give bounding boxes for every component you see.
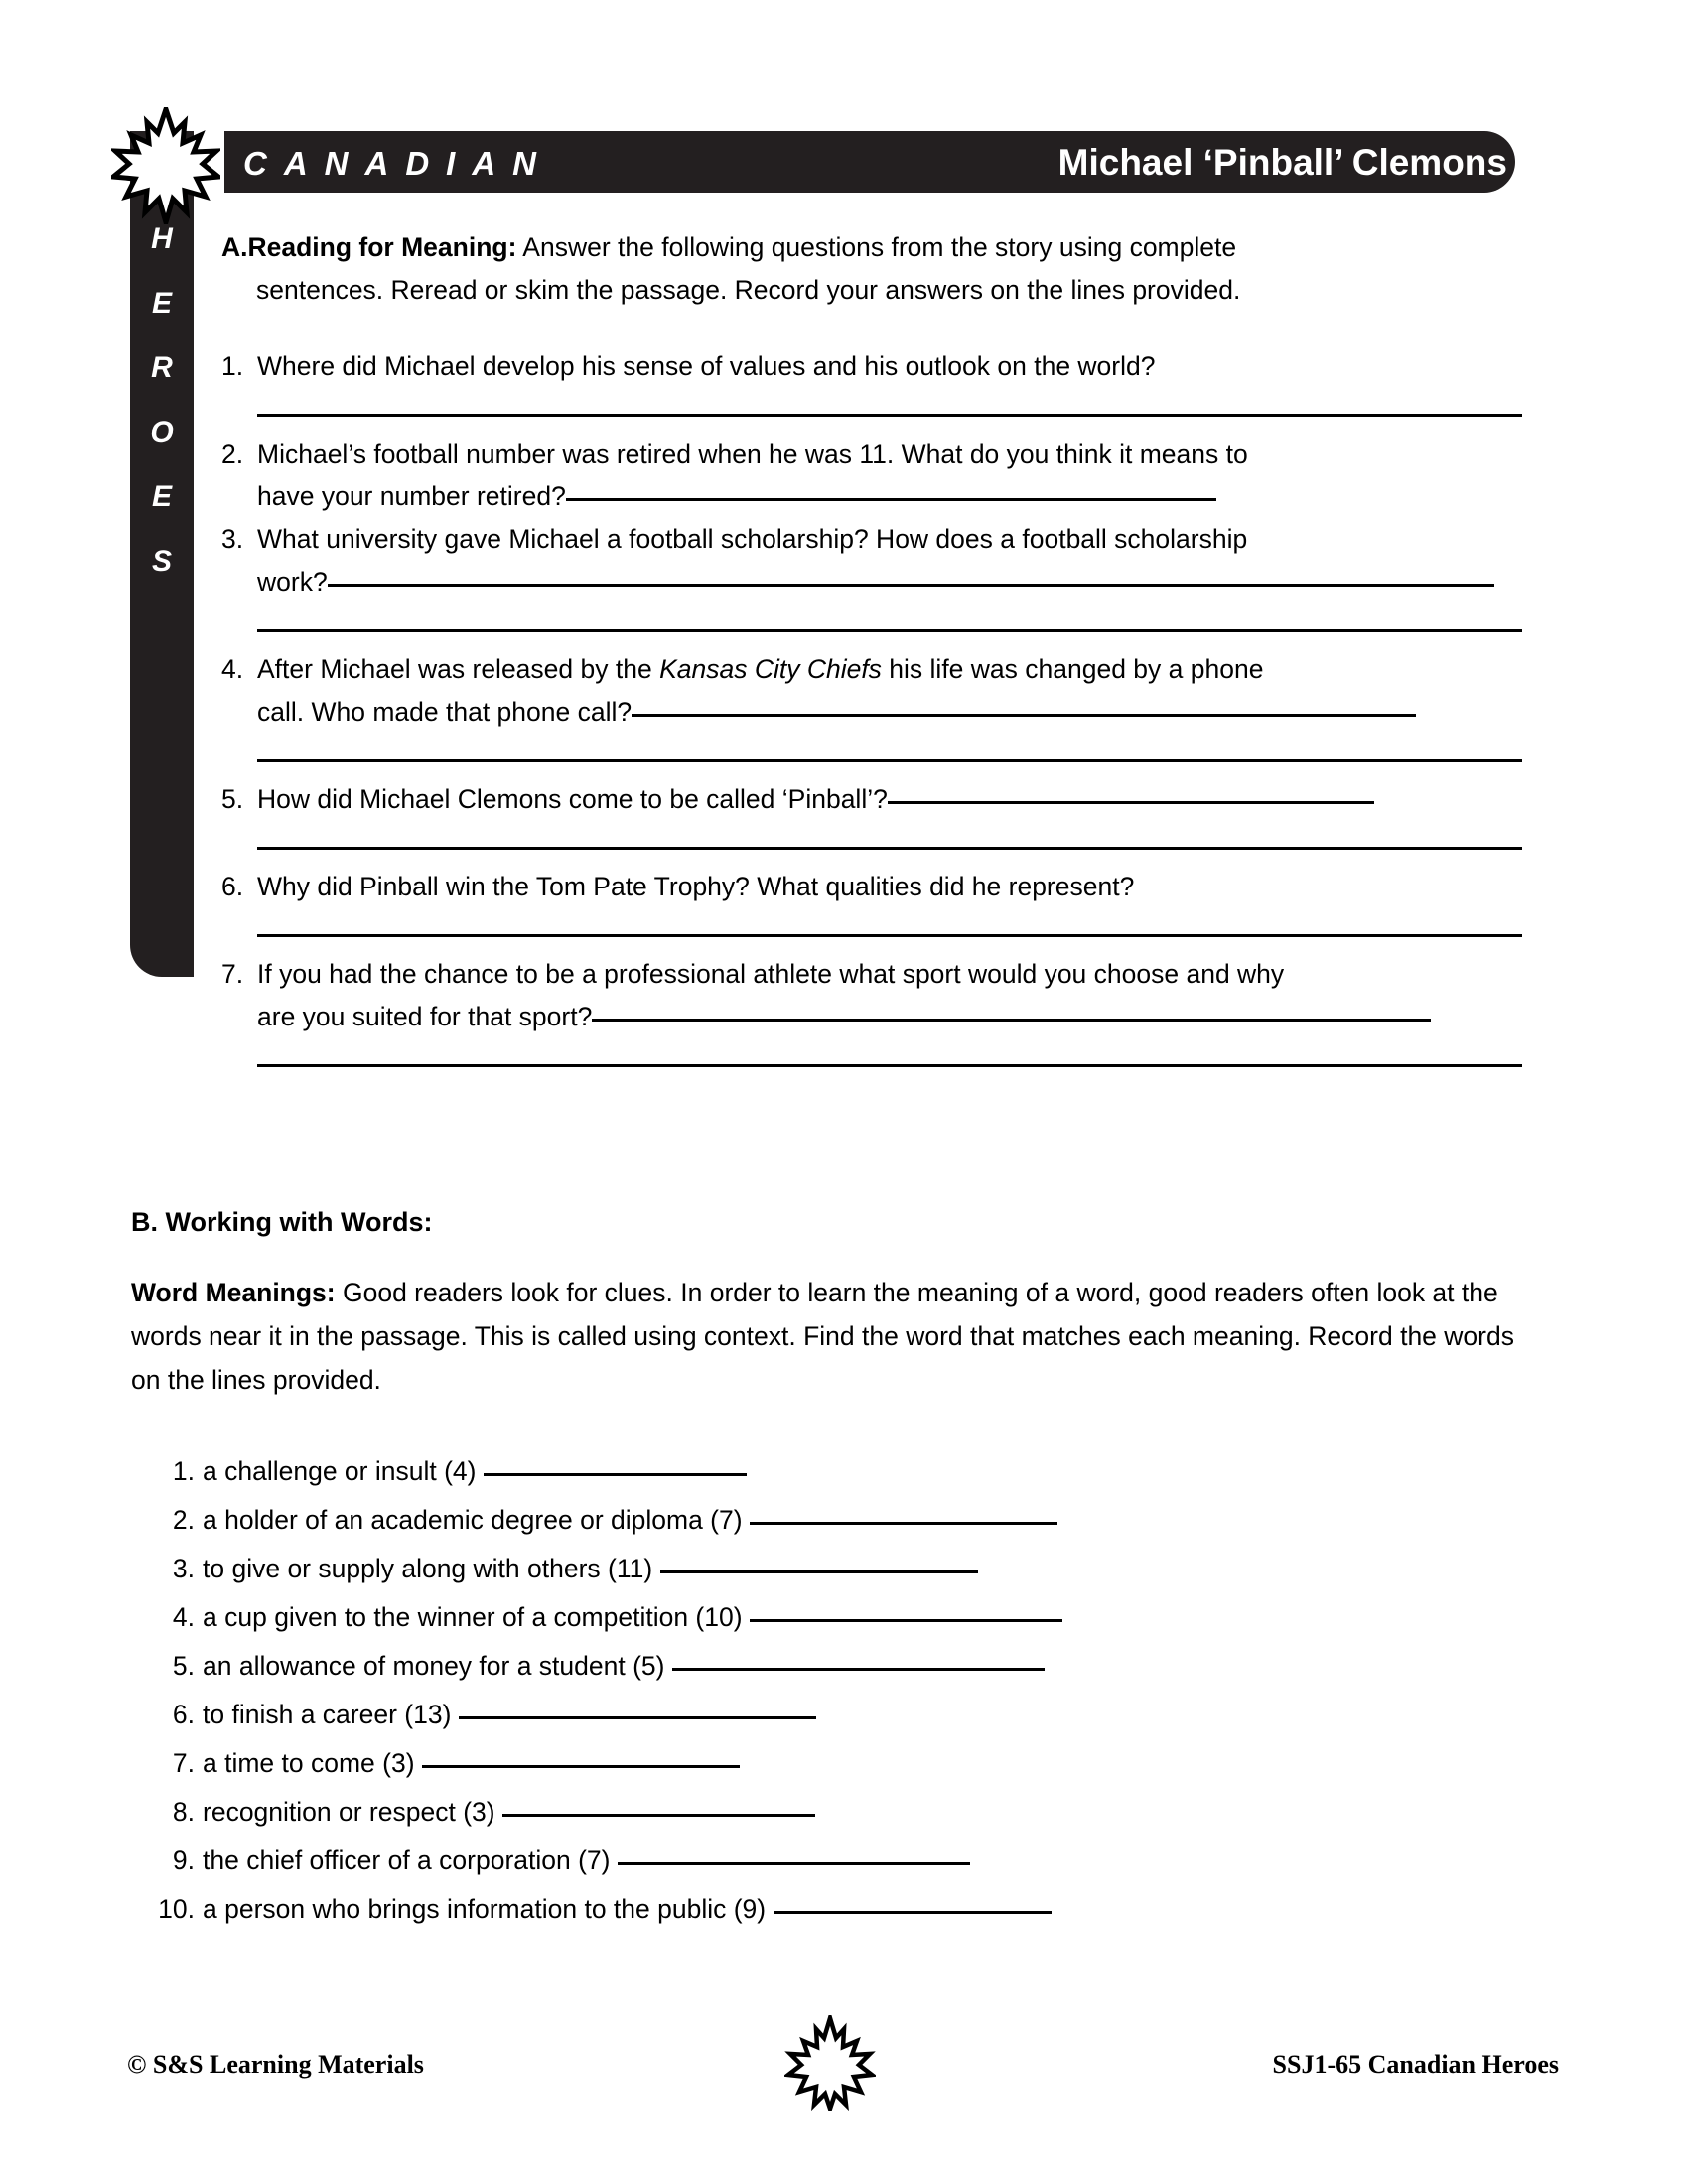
vocab-answer-line-1[interactable]	[484, 1473, 747, 1476]
answer-line-q7a[interactable]	[592, 1019, 1431, 1022]
answer-line-q4a[interactable]	[632, 714, 1416, 717]
question-6-number: 6.	[221, 872, 244, 901]
word-meanings-label: Word Meanings:	[131, 1278, 336, 1307]
list-item	[149, 1739, 1539, 1788]
question-1	[221, 345, 1522, 433]
list-item	[149, 1496, 1539, 1545]
vocab-answer-line-2[interactable]	[750, 1522, 1057, 1525]
page-title: Michael ‘Pinball’ Clemons	[1057, 142, 1507, 183]
section-a-label: A.	[221, 232, 248, 262]
vocab-1-text: a challenge or insult (4)	[203, 1456, 477, 1486]
vocab-answer-line-9[interactable]	[618, 1862, 970, 1865]
question-4-text-line2: call. Who made that phone call?	[257, 697, 633, 727]
question-4-number: 4.	[221, 654, 244, 684]
question-4-team-name: Kansas City Chiefs	[659, 654, 882, 684]
vocab-3-text: to give or supply along with others (11)	[203, 1554, 653, 1583]
question-1-text: Where did Michael develop his sense of values and his outlook on the world?	[257, 351, 1156, 381]
vocab-10-number: 10.	[158, 1894, 195, 1924]
section-a-intro-line1: Answer the following questions from the story using complete	[516, 232, 1237, 262]
vocab-answer-line-6[interactable]	[459, 1716, 816, 1719]
section-a-heading: Reading for Meaning:	[247, 232, 517, 262]
question-5-number: 5.	[221, 784, 244, 814]
vocab-5-text: an allowance of money for a student (5)	[203, 1651, 665, 1681]
header-series-label: CANADIAN	[243, 145, 553, 182]
question-7-text-line1: If you had the chance to be a professional athlete what sport would you choose and why	[257, 959, 1285, 989]
question-4-text-line1-a: After Michael was released by the	[257, 654, 660, 684]
question-2	[221, 433, 1522, 518]
vocab-answer-line-4[interactable]	[750, 1619, 1062, 1622]
question-7	[221, 953, 1522, 1067]
answer-line-q3a[interactable]	[328, 584, 1494, 587]
vocab-list	[149, 1447, 1539, 1934]
question-5-text: How did Michael Clemons come to be called ‘Pinball’?	[257, 784, 888, 814]
vocab-4-number: 4.	[172, 1602, 195, 1632]
list-item	[149, 1447, 1539, 1496]
vocab-6-number: 6.	[172, 1700, 195, 1729]
vocab-7-number: 7.	[172, 1748, 195, 1778]
question-7-text-line2: are you suited for that sport?	[257, 1002, 593, 1031]
vocab-10-text: a person who brings information to the public (9)	[203, 1894, 767, 1924]
list-item	[149, 1691, 1539, 1739]
answer-line-q7b[interactable]	[257, 1064, 1522, 1067]
list-item	[149, 1885, 1539, 1934]
word-meanings-paragraph	[131, 1271, 1521, 1402]
side-tab-letter-s: S	[151, 545, 172, 578]
vocab-5-number: 5.	[172, 1651, 195, 1681]
side-tab-letter-o: O	[150, 416, 174, 449]
side-tab-letter-e1: E	[151, 287, 172, 320]
maple-leaf-icon	[111, 107, 220, 224]
side-tab-heroes-label	[130, 224, 194, 612]
vocab-3-number: 3.	[172, 1554, 195, 1583]
word-meanings-text: Good readers look for clues. In order to learn the meaning of a word, good readers often look at the words near it in the passage. This is called using context. Find the word that matches each meaning. Record the words on the lines provided.	[131, 1278, 1514, 1395]
list-item	[149, 1837, 1539, 1885]
vocab-8-number: 8.	[172, 1797, 195, 1827]
question-2-text-line1: Michael’s football number was retired when he was 11. What do you think it means to	[257, 439, 1248, 469]
vocab-answer-line-5[interactable]	[672, 1668, 1045, 1671]
list-item	[149, 1642, 1539, 1691]
footer-copyright: © S&S Learning Materials	[127, 2050, 424, 2079]
question-2-number: 2.	[221, 439, 244, 469]
section-a-question-list	[221, 345, 1522, 1067]
section-a-instructions	[221, 226, 1512, 312]
question-3-text-line1: What university gave Michael a football scholarship? How does a football scholarship	[257, 524, 1248, 554]
vocab-2-number: 2.	[172, 1505, 195, 1535]
vocab-8-text: recognition or respect (3)	[203, 1797, 495, 1827]
list-item	[149, 1593, 1539, 1642]
question-4-text-line1-b: his life was changed by a phone	[881, 654, 1264, 684]
question-2-text-line2: have your number retired?	[257, 481, 566, 511]
answer-line-q2[interactable]	[566, 498, 1216, 501]
section-a-intro-line2: sentences. Reread or skim the passage. Record your answers on the lines provided.	[256, 275, 1241, 305]
vocab-6-text: to finish a career (13)	[203, 1700, 452, 1729]
vocab-4-text: a cup given to the winner of a competition (10)	[203, 1602, 743, 1632]
vocab-1-number: 1.	[172, 1456, 195, 1486]
question-5	[221, 778, 1522, 866]
list-item	[149, 1545, 1539, 1593]
question-7-number: 7.	[221, 959, 244, 989]
vocab-answer-line-8[interactable]	[502, 1814, 815, 1817]
question-1-number: 1.	[221, 351, 244, 381]
list-item	[149, 1788, 1539, 1837]
vocab-answer-line-10[interactable]	[774, 1911, 1052, 1914]
question-3	[221, 518, 1522, 648]
section-b-heading: B. Working with Words:	[131, 1207, 433, 1237]
side-tab-letter-e2: E	[151, 480, 172, 513]
question-6-text: Why did Pinball win the Tom Pate Trophy? What qualities did he represent?	[257, 872, 1135, 901]
side-tab-letter-r: R	[151, 351, 173, 384]
question-3-text-line2: work?	[257, 567, 328, 597]
vocab-answer-line-7[interactable]	[422, 1765, 740, 1768]
footer-code: SSJ1-65 Canadian Heroes	[1272, 2050, 1559, 2079]
question-4	[221, 648, 1522, 778]
question-3-number: 3.	[221, 524, 244, 554]
question-6	[221, 866, 1522, 953]
vocab-2-text: a holder of an academic degree or diploma (7)	[203, 1505, 743, 1535]
vocab-answer-line-3[interactable]	[660, 1570, 978, 1573]
vocab-9-number: 9.	[172, 1845, 195, 1875]
side-tab-letter-h: H	[151, 222, 173, 255]
vocab-9-text: the chief officer of a corporation (7)	[203, 1845, 611, 1875]
vocab-7-text: a time to come (3)	[203, 1748, 415, 1778]
maple-leaf-icon	[784, 2015, 876, 2111]
answer-line-q5a[interactable]	[888, 801, 1374, 804]
